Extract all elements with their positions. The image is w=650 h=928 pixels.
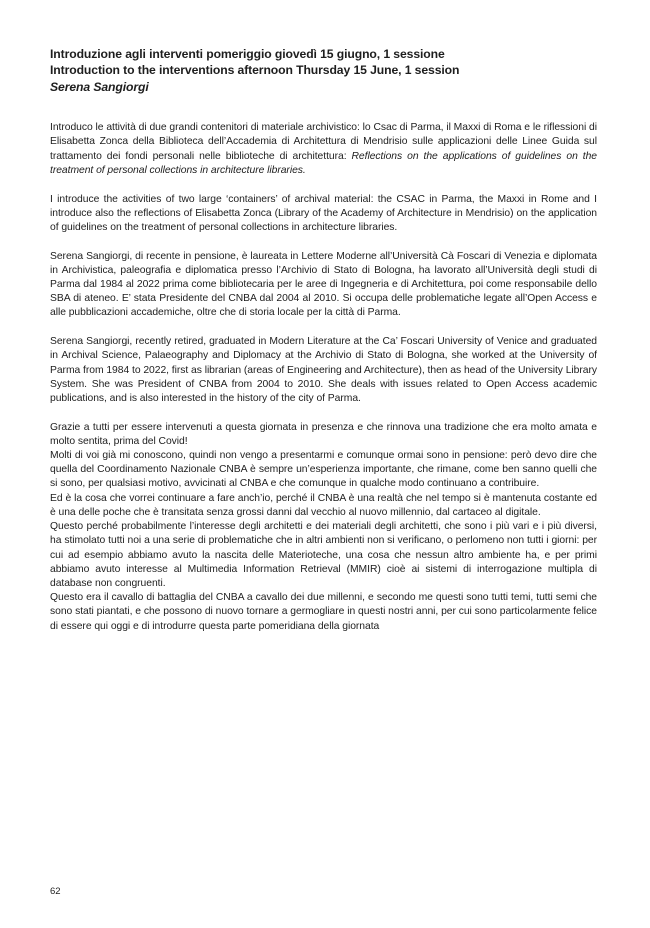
paragraph-speech-2: Molti di voi già mi conoscono, quindi non vengo a presentarmi e comunque ormai sono in pensione: però devo dire che quella del Coordinamento Nazionale CNBA è sempre un’esperienza importante, che rimane, come ben sanno quelli che si sono, per qualsiasi motivo, avvicinati al CNBA e che comunque in qualche modo continuano a contribuire. [50,450,597,490]
article-body [50,121,597,634]
paragraph-speech-4: Questo perché probabilmente l’interesse degli architetti e dei materiali degli architetti, che sono i più vari e i più diversi, ha stimolato tutti noi a una serie di problematiche che in altri ambienti non si verificano, o perlomeno non tutti i giorni: per cui ad esempio abbiamo avuto la nascita delle Materioteche, una cosa che nessun altro ambiente ha, e per primi abbiamo avuto interesse al Multimedia Information Retrieval (MMIR) cioè ai sistemi di interrogazione multipla di database non congruenti. [50,521,597,589]
paragraph-bio-english: Serena Sangiorgi, recently retired, graduated in Modern Literature at the Ca’ Foscari University of Venice and graduated in Archival Science, Palaeography and Diplomacy at the Archivio di Stato di Bologna, she worked at the University of Parma from 1984 to 2022, first as librarian (areas of Engineering and Architecture), then as head of the University Library System. She was President of CNBA from 2004 to 2010. She deals with issues related to Open Access academic publications, and is also interested in the history of the city of Parma. [50,336,597,404]
title-english: Introduction to the interventions afternoon Thursday 15 June, 1 session [50,63,460,78]
paragraph-intro-italian-text: Introduco le attività di due grandi contenitori di materiale archivistico: lo Csac di Parma, il Maxxi di Roma e le riflessioni di Elisabetta Zonca della Biblioteca dell’Accademia di Architettura di Mendrisio sulle applicazioni delle Linee Guida sul trattamento dei fondi personali nelle biblioteche di architettura: [50,122,597,162]
paragraph-speech-1: Grazie a tutti per essere intervenuti a questa giornata in presenza e che rinnova una tradizione che era molto amata e molto sentita, prima del Covid! [50,421,597,447]
paragraph-bio-italian: Serena Sangiorgi, di recente in pensione, è laureata in Lettere Moderne all’Università Cà Foscari di Venezia e diplomata in Archivistica, paleografia e diplomatica presso l’Archivio di Stato di Bologna, ha lavorato all’Università degli studi di Parma dal 1984 al 2022 prima come bibliotecaria per le aree di Ingegneria e di Architettura, poi come responsabile dello SBA di ateneo. E’ stata Presidente del CNBA dal 2004 al 2010. Si occupa delle problematiche legate all’Open Access e alle pubblicazioni accademiche, oltre che di storia locale per la città di Parma. [50,250,597,319]
document-page [50,46,597,634]
paragraph-intro-italian-emphasis: Reflections on the applications of guidelines on the treatment of personal collections in architecture libraries. [50,150,597,176]
title-italian: Introduzione agli interventi pomeriggio giovedì 15 giugno, 1 sessione [50,47,445,61]
paragraph-speech-3: Ed è la cosa che vorrei continuare a fare anch’io, perché il CNBA è una realtà che nel tempo si è mantenuta costante ed è una delle poche che è transitata senza grossi danni dal vecchio al nuovo millennio, dal cartaceo al digitale. [50,492,597,518]
paragraph-intro-italian [50,121,597,178]
page-number: 62 [50,886,61,897]
paragraph-speech-5: Questo era il cavallo di battaglia del CNBA a cavallo dei due millenni, e secondo me questi sono tutti temi, tutti semi che sono stati piantati, e che possono di nuovo tornare a germogliare in questi nostri anni, per cui sono particolarmente felice di essere qui oggi e di introdurre questa parte pomeridiana della giornata [50,592,597,632]
paragraph-intro-english: I introduce the activities of two large ‘containers’ of archival material: the CSAC in Parma, the Maxxi in Rome and I introduce also the reflections of Elisabetta Zonca (Library of the Academy of Architecture in Mendrisio) on the application of guidelines on the treatment of personal collections in architecture libraries. [50,193,597,233]
author-name: Serena Sangiorgi [50,79,149,94]
article-heading [50,46,597,95]
